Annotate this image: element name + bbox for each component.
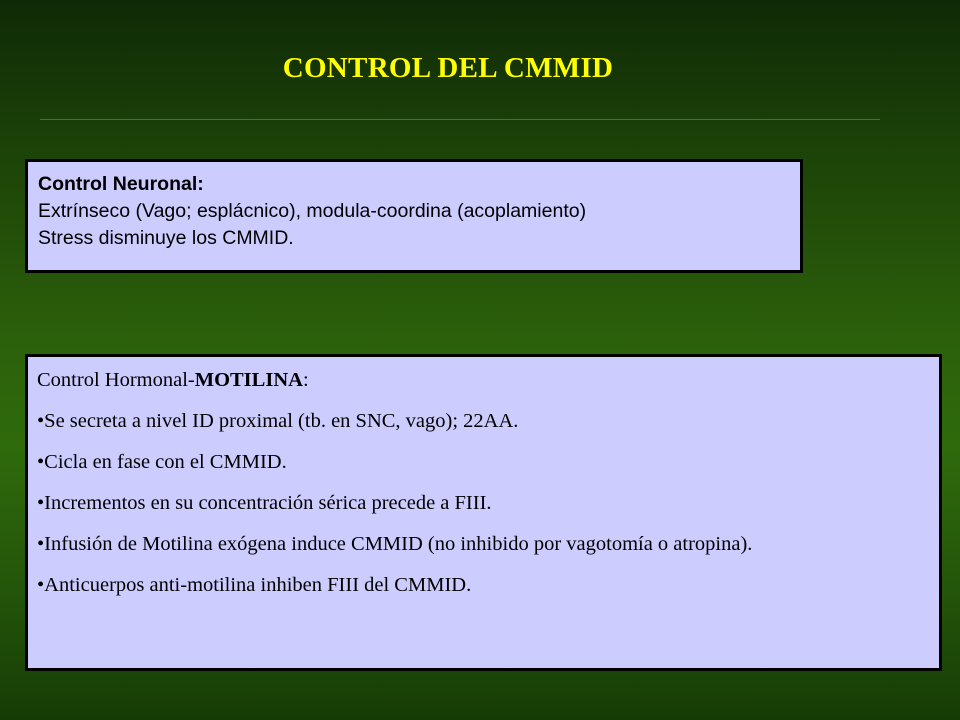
hormonal-heading-suffix: :: [302, 369, 309, 391]
hormonal-heading-prefix: Control Hormonal-: [37, 369, 195, 391]
slide-title: CONTROL DEL CMMID: [282, 52, 614, 84]
bullet-secretion: •Se secreta a nivel ID proximal (tb. en SNC, vago); 22AA.: [37, 410, 519, 432]
bullet-increments: •Incrementos en su concentración sérica precede a FIII.: [37, 492, 492, 514]
neuronal-line-extrinsic: Extrínseco (Vago; esplácnico), modula-coordina (acoplamiento): [38, 200, 587, 222]
bullet-antibodies: •Anticuerpos anti-motilina inhiben FIII del CMMID.: [37, 574, 472, 596]
title-divider: [40, 119, 880, 120]
neuronal-control-box: [25, 159, 803, 273]
bullet-cycle: •Cicla en fase con el CMMID.: [37, 451, 287, 473]
bullet-infusion: •Infusión de Motilina exógena induce CMMID (no inhibido por vagotomía o atropina).: [37, 533, 753, 555]
neuronal-line-stress: Stress disminuye los CMMID.: [38, 227, 294, 249]
hormonal-heading-motilina: MOTILINA: [194, 369, 303, 391]
hormonal-heading: [37, 366, 931, 394]
hormonal-control-box: [25, 354, 942, 671]
neuronal-heading: Control Neuronal:: [38, 173, 204, 195]
